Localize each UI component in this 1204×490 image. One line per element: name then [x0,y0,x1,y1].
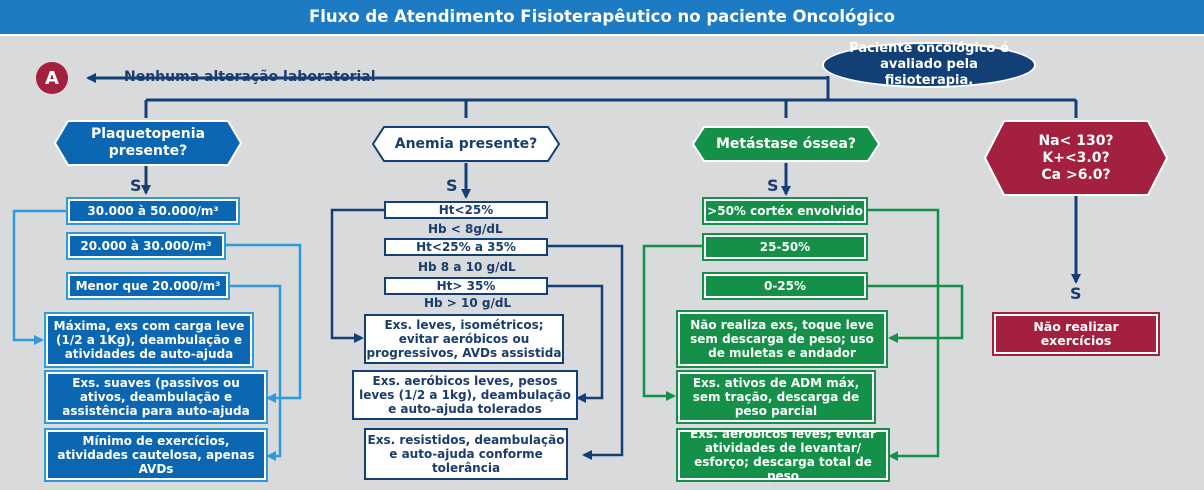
metastase-level-3: 0-25% [704,274,866,298]
no-change-label: Nenhuma alteração laboratorial [124,69,376,85]
anemia-yes-label: S [446,176,458,195]
plaquetopenia-level-1: 30.000 à 50.000/m³ [68,199,238,223]
anemia-action-1: Exs. leves, isométricos; evitar aeróbicos ou progressivos, AVDs assistida [364,314,564,364]
anemia-hb-level-2: Hb 8 a 10 g/dL [418,260,516,274]
plaquetopenia-level-2: 20.000 à 30.000/m³ [68,234,224,258]
start-node-label: Paciente oncológico é avaliado pela fisioterapia. [849,41,1009,88]
metastase-action-1: Não realiza exs, toque leve sem descarga de peso; uso de muletas e andador [678,312,886,366]
anemia-ht-level-3: Ht> 35% [384,277,548,295]
plaquetopenia-level-3: Menor que 20.000/m³ [68,274,228,298]
anemia-ht-level-1: Ht<25% [384,201,548,219]
plaquetopenia-yes-label: S [130,176,142,195]
anemia-action-3: Exs. resistidos, deambulação e auto-ajuda conforme tolerância [364,428,568,480]
anemia-hb-level-1: Hb < 8g/dL [428,222,503,236]
marker-a-label: A [45,67,59,89]
anemia-action-2: Exs. aeróbicos leves, pesos leves (1/2 a 1kg), deambulação e auto-ajuda tolerados [352,370,578,420]
anemia-question: Anemia presente? [394,135,538,152]
plaquetopenia-action-1: Máxima, exs com carga leve (1/2 a 1Kg), deambulação e atividades de auto-ajuda [46,314,252,366]
anemia-hb-level-3: Hb > 10 g/dL [424,296,512,310]
eletrolitos-yes-label: S [1070,284,1082,303]
metastase-level-1: >50% cortéx envolvido [704,199,866,223]
eletrolitos-line-k: K+<3.0? [1042,149,1110,166]
page-title: Fluxo de Atendimento Fisioterapêutico no paciente Oncológico [0,0,1204,36]
plaquetopenia-action-3: Mínimo de exercícios, atividades cautelosa, apenas AVDs [46,430,266,480]
eletrolitos-action: Não realizar exercícios [994,314,1158,354]
plaquetopenia-question: Plaquetopenia presente? [90,126,206,159]
metastase-level-2: 25-50% [704,235,866,259]
eletrolitos-question [1004,122,1148,194]
metastase-question: Metástase óssea? [715,135,857,152]
anemia-ht-level-2: Ht<25% a 35% [384,238,548,256]
connector-marker-a [36,62,68,94]
start-node [822,42,1036,88]
metastase-action-2: Exs. ativos de ADM máx, sem tração, descarga de peso parcial [678,372,874,422]
eletrolitos-line-ca: Ca >6.0? [1041,166,1111,183]
metastase-action-3: Exs. aeróbicos leves; evitar atividades de levantar/ esforço; descarga total de peso [678,430,888,480]
eletrolitos-line-na: Na< 130? [1038,132,1114,149]
plaquetopenia-action-2: Exs. suaves (passivos ou ativos, deambulação e assistência para auto-ajuda [46,372,266,422]
question-stems [146,163,1076,282]
metastase-yes-label: S [767,176,779,195]
